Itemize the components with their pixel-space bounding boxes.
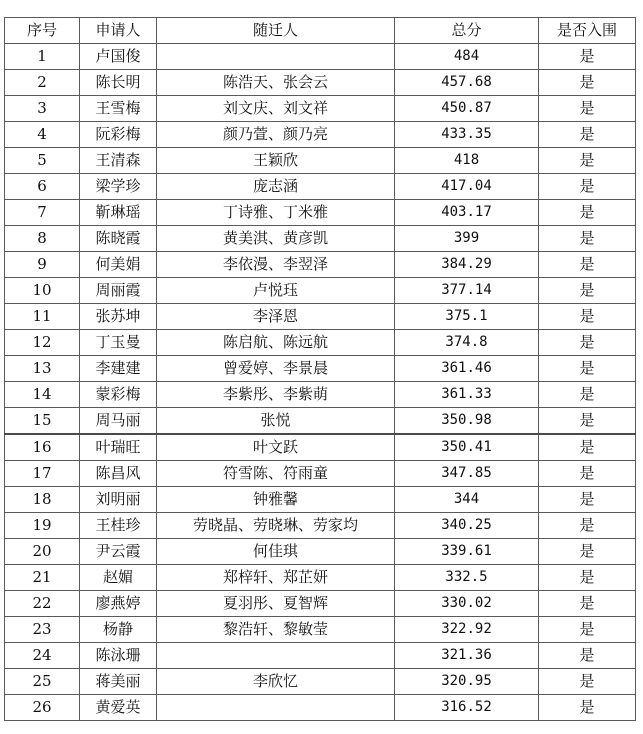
dependents-cell: 何佳琪 [157, 539, 395, 565]
table-row [5, 617, 636, 643]
applicant-cell: 蒋美丽 [80, 669, 157, 695]
row-number-cell: 25 [5, 669, 80, 695]
applicant-cell: 王清森 [80, 148, 157, 174]
dependents-cell: 王颖欣 [157, 148, 395, 174]
applicant-cell: 张苏坤 [80, 304, 157, 330]
applicant-table-container [4, 17, 636, 721]
table-row [5, 669, 636, 695]
shortlisted-cell: 是 [539, 330, 636, 356]
applicant-cell: 蒙彩梅 [80, 382, 157, 408]
dependents-cell [157, 695, 395, 721]
applicant-cell: 刘明丽 [80, 487, 157, 513]
row-number-cell: 15 [5, 408, 80, 435]
shortlisted-cell: 是 [539, 122, 636, 148]
applicant-cell: 廖燕婷 [80, 591, 157, 617]
score-cell: 377.14 [395, 278, 539, 304]
score-cell: 450.87 [395, 96, 539, 122]
shortlisted-cell: 是 [539, 434, 636, 461]
applicant-cell: 赵媚 [80, 565, 157, 591]
table-row [5, 643, 636, 669]
table-row [5, 174, 636, 200]
dependents-cell: 陈启航、陈远航 [157, 330, 395, 356]
applicant-cell: 杨静 [80, 617, 157, 643]
row-number-cell: 18 [5, 487, 80, 513]
row-number-cell: 12 [5, 330, 80, 356]
score-cell: 361.46 [395, 356, 539, 382]
score-cell: 361.33 [395, 382, 539, 408]
row-number-cell: 21 [5, 565, 80, 591]
dependents-cell: 曾爱婷、李景晨 [157, 356, 395, 382]
row-number-cell: 10 [5, 278, 80, 304]
shortlisted-cell: 是 [539, 96, 636, 122]
dependents-cell: 陈浩天、张会云 [157, 70, 395, 96]
row-number-cell: 24 [5, 643, 80, 669]
table-row [5, 70, 636, 96]
dependents-cell: 李紫彤、李紫萌 [157, 382, 395, 408]
shortlisted-cell: 是 [539, 513, 636, 539]
shortlisted-cell: 是 [539, 44, 636, 70]
applicant-cell: 阮彩梅 [80, 122, 157, 148]
score-cell: 339.61 [395, 539, 539, 565]
shortlisted-cell: 是 [539, 408, 636, 435]
score-cell: 347.85 [395, 461, 539, 487]
applicant-cell: 陈泳珊 [80, 643, 157, 669]
table-row [5, 278, 636, 304]
applicant-cell: 王雪梅 [80, 96, 157, 122]
table-row [5, 356, 636, 382]
score-cell: 322.92 [395, 617, 539, 643]
applicant-cell: 陈长明 [80, 70, 157, 96]
table-row [5, 96, 636, 122]
shortlisted-cell: 是 [539, 643, 636, 669]
table-row [5, 513, 636, 539]
applicant-cell: 尹云霞 [80, 539, 157, 565]
table-row [5, 591, 636, 617]
shortlisted-cell: 是 [539, 461, 636, 487]
dependents-cell: 丁诗雅、丁米雅 [157, 200, 395, 226]
score-cell: 332.5 [395, 565, 539, 591]
dependents-cell: 劳晓晶、劳晓琳、劳家均 [157, 513, 395, 539]
dependents-cell: 夏羽彤、夏智辉 [157, 591, 395, 617]
score-cell: 399 [395, 226, 539, 252]
shortlisted-cell: 是 [539, 278, 636, 304]
dependents-cell: 符雪陈、符雨童 [157, 461, 395, 487]
table-row [5, 330, 636, 356]
score-cell: 418 [395, 148, 539, 174]
applicant-cell: 周丽霞 [80, 278, 157, 304]
shortlisted-cell: 是 [539, 252, 636, 278]
shortlisted-cell: 是 [539, 539, 636, 565]
header-no: 序号 [5, 18, 80, 44]
shortlisted-cell: 是 [539, 695, 636, 721]
row-number-cell: 9 [5, 252, 80, 278]
score-cell: 484 [395, 44, 539, 70]
row-number-cell: 22 [5, 591, 80, 617]
dependents-cell: 李依漫、李翌泽 [157, 252, 395, 278]
applicant-cell: 陈晓霞 [80, 226, 157, 252]
row-number-cell: 2 [5, 70, 80, 96]
table-row [5, 226, 636, 252]
score-cell: 350.98 [395, 408, 539, 435]
applicant-cell: 周马丽 [80, 408, 157, 435]
table-row [5, 200, 636, 226]
score-cell: 403.17 [395, 200, 539, 226]
shortlisted-cell: 是 [539, 487, 636, 513]
row-number-cell: 14 [5, 382, 80, 408]
row-number-cell: 16 [5, 434, 80, 461]
shortlisted-cell: 是 [539, 226, 636, 252]
row-number-cell: 8 [5, 226, 80, 252]
header-shortlisted: 是否入围 [539, 18, 636, 44]
row-number-cell: 1 [5, 44, 80, 70]
dependents-cell: 颜乃萱、颜乃亮 [157, 122, 395, 148]
shortlisted-cell: 是 [539, 565, 636, 591]
dependents-cell: 钟雅馨 [157, 487, 395, 513]
shortlisted-cell: 是 [539, 382, 636, 408]
applicant-cell: 梁学珍 [80, 174, 157, 200]
dependents-cell: 李泽恩 [157, 304, 395, 330]
applicant-cell: 叶瑞旺 [80, 434, 157, 461]
table-row [5, 695, 636, 721]
table-header-row [5, 18, 636, 44]
row-number-cell: 17 [5, 461, 80, 487]
header-score: 总分 [395, 18, 539, 44]
row-number-cell: 5 [5, 148, 80, 174]
table-body [5, 44, 636, 721]
shortlisted-cell: 是 [539, 304, 636, 330]
row-number-cell: 13 [5, 356, 80, 382]
applicant-cell: 陈昌风 [80, 461, 157, 487]
table-row [5, 252, 636, 278]
applicant-cell: 卢国俊 [80, 44, 157, 70]
table-row [5, 434, 636, 461]
dependents-cell: 李欣忆 [157, 669, 395, 695]
score-cell: 344 [395, 487, 539, 513]
shortlisted-cell: 是 [539, 669, 636, 695]
row-number-cell: 19 [5, 513, 80, 539]
table-row [5, 122, 636, 148]
shortlisted-cell: 是 [539, 174, 636, 200]
row-number-cell: 20 [5, 539, 80, 565]
dependents-cell: 卢悦珏 [157, 278, 395, 304]
table-row [5, 148, 636, 174]
applicant-cell: 黄爱英 [80, 695, 157, 721]
score-cell: 384.29 [395, 252, 539, 278]
dependents-cell [157, 44, 395, 70]
table-row [5, 461, 636, 487]
shortlisted-cell: 是 [539, 200, 636, 226]
applicant-cell: 丁玉曼 [80, 330, 157, 356]
row-number-cell: 11 [5, 304, 80, 330]
score-cell: 457.68 [395, 70, 539, 96]
dependents-cell: 郑梓轩、郑芷妍 [157, 565, 395, 591]
row-number-cell: 3 [5, 96, 80, 122]
shortlisted-cell: 是 [539, 70, 636, 96]
score-cell: 320.95 [395, 669, 539, 695]
table-row [5, 304, 636, 330]
applicant-cell: 李建建 [80, 356, 157, 382]
dependents-cell: 叶文跃 [157, 434, 395, 461]
dependents-cell: 黄美淇、黄彦凯 [157, 226, 395, 252]
table-row [5, 565, 636, 591]
applicant-cell: 何美娟 [80, 252, 157, 278]
shortlisted-cell: 是 [539, 356, 636, 382]
table-row [5, 408, 636, 435]
score-cell: 330.02 [395, 591, 539, 617]
table-row [5, 487, 636, 513]
applicant-score-table [4, 17, 636, 721]
table-row [5, 382, 636, 408]
table-row [5, 539, 636, 565]
row-number-cell: 7 [5, 200, 80, 226]
applicant-cell: 王桂珍 [80, 513, 157, 539]
shortlisted-cell: 是 [539, 148, 636, 174]
dependents-cell [157, 643, 395, 669]
header-dependents: 随迁人 [157, 18, 395, 44]
applicant-cell: 靳琳瑶 [80, 200, 157, 226]
score-cell: 316.52 [395, 695, 539, 721]
score-cell: 321.36 [395, 643, 539, 669]
score-cell: 433.35 [395, 122, 539, 148]
table-row [5, 44, 636, 70]
score-cell: 374.8 [395, 330, 539, 356]
header-applicant: 申请人 [80, 18, 157, 44]
shortlisted-cell: 是 [539, 591, 636, 617]
dependents-cell: 黎浩轩、黎敏莹 [157, 617, 395, 643]
score-cell: 340.25 [395, 513, 539, 539]
row-number-cell: 26 [5, 695, 80, 721]
row-number-cell: 6 [5, 174, 80, 200]
row-number-cell: 23 [5, 617, 80, 643]
dependents-cell: 张悦 [157, 408, 395, 435]
shortlisted-cell: 是 [539, 617, 636, 643]
score-cell: 375.1 [395, 304, 539, 330]
score-cell: 417.04 [395, 174, 539, 200]
dependents-cell: 刘文庆、刘文祥 [157, 96, 395, 122]
score-cell: 350.41 [395, 434, 539, 461]
dependents-cell: 庞志涵 [157, 174, 395, 200]
row-number-cell: 4 [5, 122, 80, 148]
